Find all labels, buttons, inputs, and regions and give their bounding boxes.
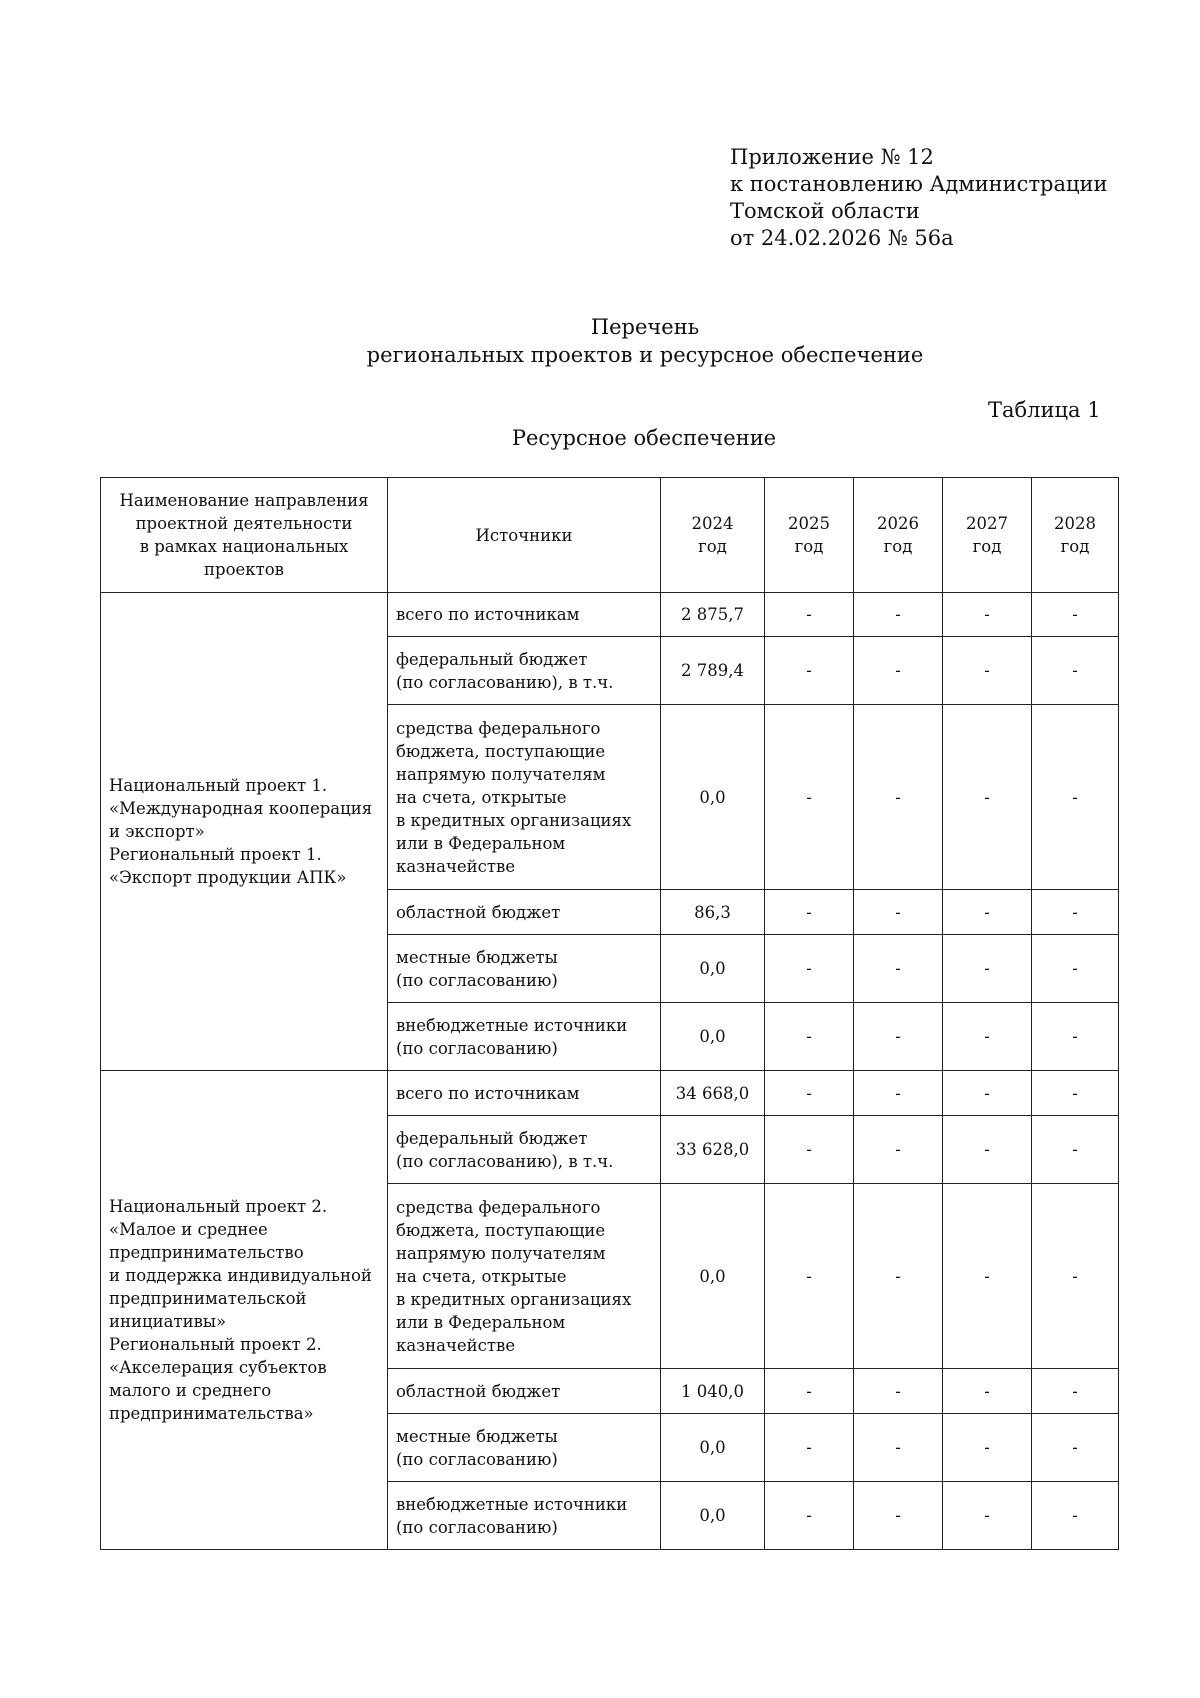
project-name-cell: Национальный проект 2. «Малое и среднее предпринимательство и поддержка индивидуальной предпринимательской инициативы» Региональный проект 2. «Акселерация субъектов малого и среднего предпринимательства»: [101, 1071, 388, 1550]
appendix-line: Приложение № 12: [730, 145, 934, 169]
value-cell: -: [943, 705, 1032, 890]
value-cell: -: [1032, 1116, 1119, 1184]
value-cell: 1 040,0: [661, 1369, 765, 1414]
source-cell: средства федерального бюджета, поступающие напрямую получателям на счета, открытые в кредитных организациях или в Федеральном казначействе: [388, 705, 661, 890]
table-title: Ресурсное обеспечение: [511, 426, 777, 450]
source-cell: средства федерального бюджета, поступающие напрямую получателям на счета, открытые в кредитных организациях или в Федеральном казначействе: [388, 1184, 661, 1369]
column-header-year: 2028 год: [1032, 478, 1119, 593]
value-cell: -: [943, 1369, 1032, 1414]
value-cell: -: [854, 1071, 943, 1116]
value-cell: -: [1032, 1414, 1119, 1482]
value-cell: -: [943, 1184, 1032, 1369]
value-cell: -: [765, 593, 854, 637]
source-cell: внебюджетные источники (по согласованию): [388, 1482, 661, 1550]
value-cell: -: [1032, 1071, 1119, 1116]
value-cell: -: [1032, 593, 1119, 637]
value-cell: 0,0: [661, 1482, 765, 1550]
appendix-line: к постановлению Администрации: [730, 172, 1108, 196]
table-row: [101, 1071, 1119, 1116]
value-cell: 0,0: [661, 705, 765, 890]
document-title-line-2: региональных проектов и ресурсное обеспечение: [366, 343, 924, 367]
value-cell: 33 628,0: [661, 1116, 765, 1184]
value-cell: -: [1032, 1369, 1119, 1414]
source-cell: федеральный бюджет (по согласованию), в т.ч.: [388, 637, 661, 705]
column-header-year: 2024 год: [661, 478, 765, 593]
value-cell: -: [1032, 890, 1119, 935]
source-cell: областной бюджет: [388, 890, 661, 935]
value-cell: -: [854, 1369, 943, 1414]
value-cell: -: [854, 705, 943, 890]
source-cell: местные бюджеты (по согласованию): [388, 1414, 661, 1482]
value-cell: -: [1032, 705, 1119, 890]
value-cell: -: [1032, 1003, 1119, 1071]
source-cell: всего по источникам: [388, 593, 661, 637]
value-cell: -: [854, 1414, 943, 1482]
value-cell: -: [765, 1184, 854, 1369]
source-cell: внебюджетные источники (по согласованию): [388, 1003, 661, 1071]
source-cell: областной бюджет: [388, 1369, 661, 1414]
value-cell: -: [943, 1071, 1032, 1116]
project-name-cell: Национальный проект 1. «Международная кооперация и экспорт» Региональный проект 1. «Экспорт продукции АПК»: [101, 593, 388, 1071]
value-cell: 2 789,4: [661, 637, 765, 705]
value-cell: -: [854, 637, 943, 705]
value-cell: -: [765, 637, 854, 705]
value-cell: -: [765, 1414, 854, 1482]
value-cell: -: [765, 935, 854, 1003]
column-header-year: 2025 год: [765, 478, 854, 593]
value-cell: -: [765, 1369, 854, 1414]
value-cell: 0,0: [661, 935, 765, 1003]
source-cell: всего по источникам: [388, 1071, 661, 1116]
value-cell: -: [943, 1003, 1032, 1071]
value-cell: -: [1032, 935, 1119, 1003]
table-header-row: [101, 478, 1119, 593]
column-header-year: 2026 год: [854, 478, 943, 593]
value-cell: 86,3: [661, 890, 765, 935]
value-cell: -: [1032, 637, 1119, 705]
value-cell: -: [765, 1116, 854, 1184]
value-cell: -: [854, 1003, 943, 1071]
appendix-line: от 24.02.2026 № 56а: [730, 226, 954, 250]
value-cell: -: [765, 705, 854, 890]
value-cell: 2 875,7: [661, 593, 765, 637]
source-cell: федеральный бюджет (по согласованию), в т.ч.: [388, 1116, 661, 1184]
table-number-label: Таблица 1: [988, 398, 1101, 422]
value-cell: -: [943, 935, 1032, 1003]
column-header-year: 2027 год: [943, 478, 1032, 593]
value-cell: 0,0: [661, 1184, 765, 1369]
appendix-line: Томской области: [730, 199, 920, 223]
value-cell: -: [854, 593, 943, 637]
value-cell: -: [854, 1184, 943, 1369]
value-cell: -: [854, 935, 943, 1003]
source-cell: местные бюджеты (по согласованию): [388, 935, 661, 1003]
value-cell: -: [854, 1482, 943, 1550]
value-cell: -: [765, 1482, 854, 1550]
value-cell: -: [765, 1003, 854, 1071]
appendix-block: [730, 144, 1108, 252]
value-cell: -: [1032, 1482, 1119, 1550]
document-title: [0, 313, 1200, 369]
value-cell: -: [943, 1414, 1032, 1482]
column-header-direction: Наименование направления проектной деятельности в рамках национальных проектов: [101, 478, 388, 593]
document-title-line-1: Перечень: [590, 315, 700, 339]
value-cell: -: [943, 1482, 1032, 1550]
value-cell: 0,0: [661, 1003, 765, 1071]
value-cell: -: [1032, 1184, 1119, 1369]
value-cell: 0,0: [661, 1414, 765, 1482]
value-cell: -: [765, 1071, 854, 1116]
value-cell: -: [943, 637, 1032, 705]
value-cell: -: [943, 890, 1032, 935]
resource-table: [100, 477, 1119, 1550]
table-row: [101, 593, 1119, 637]
value-cell: -: [943, 593, 1032, 637]
column-header-sources: Источники: [388, 478, 661, 593]
value-cell: -: [765, 890, 854, 935]
value-cell: -: [854, 890, 943, 935]
value-cell: -: [943, 1116, 1032, 1184]
value-cell: 34 668,0: [661, 1071, 765, 1116]
value-cell: -: [854, 1116, 943, 1184]
